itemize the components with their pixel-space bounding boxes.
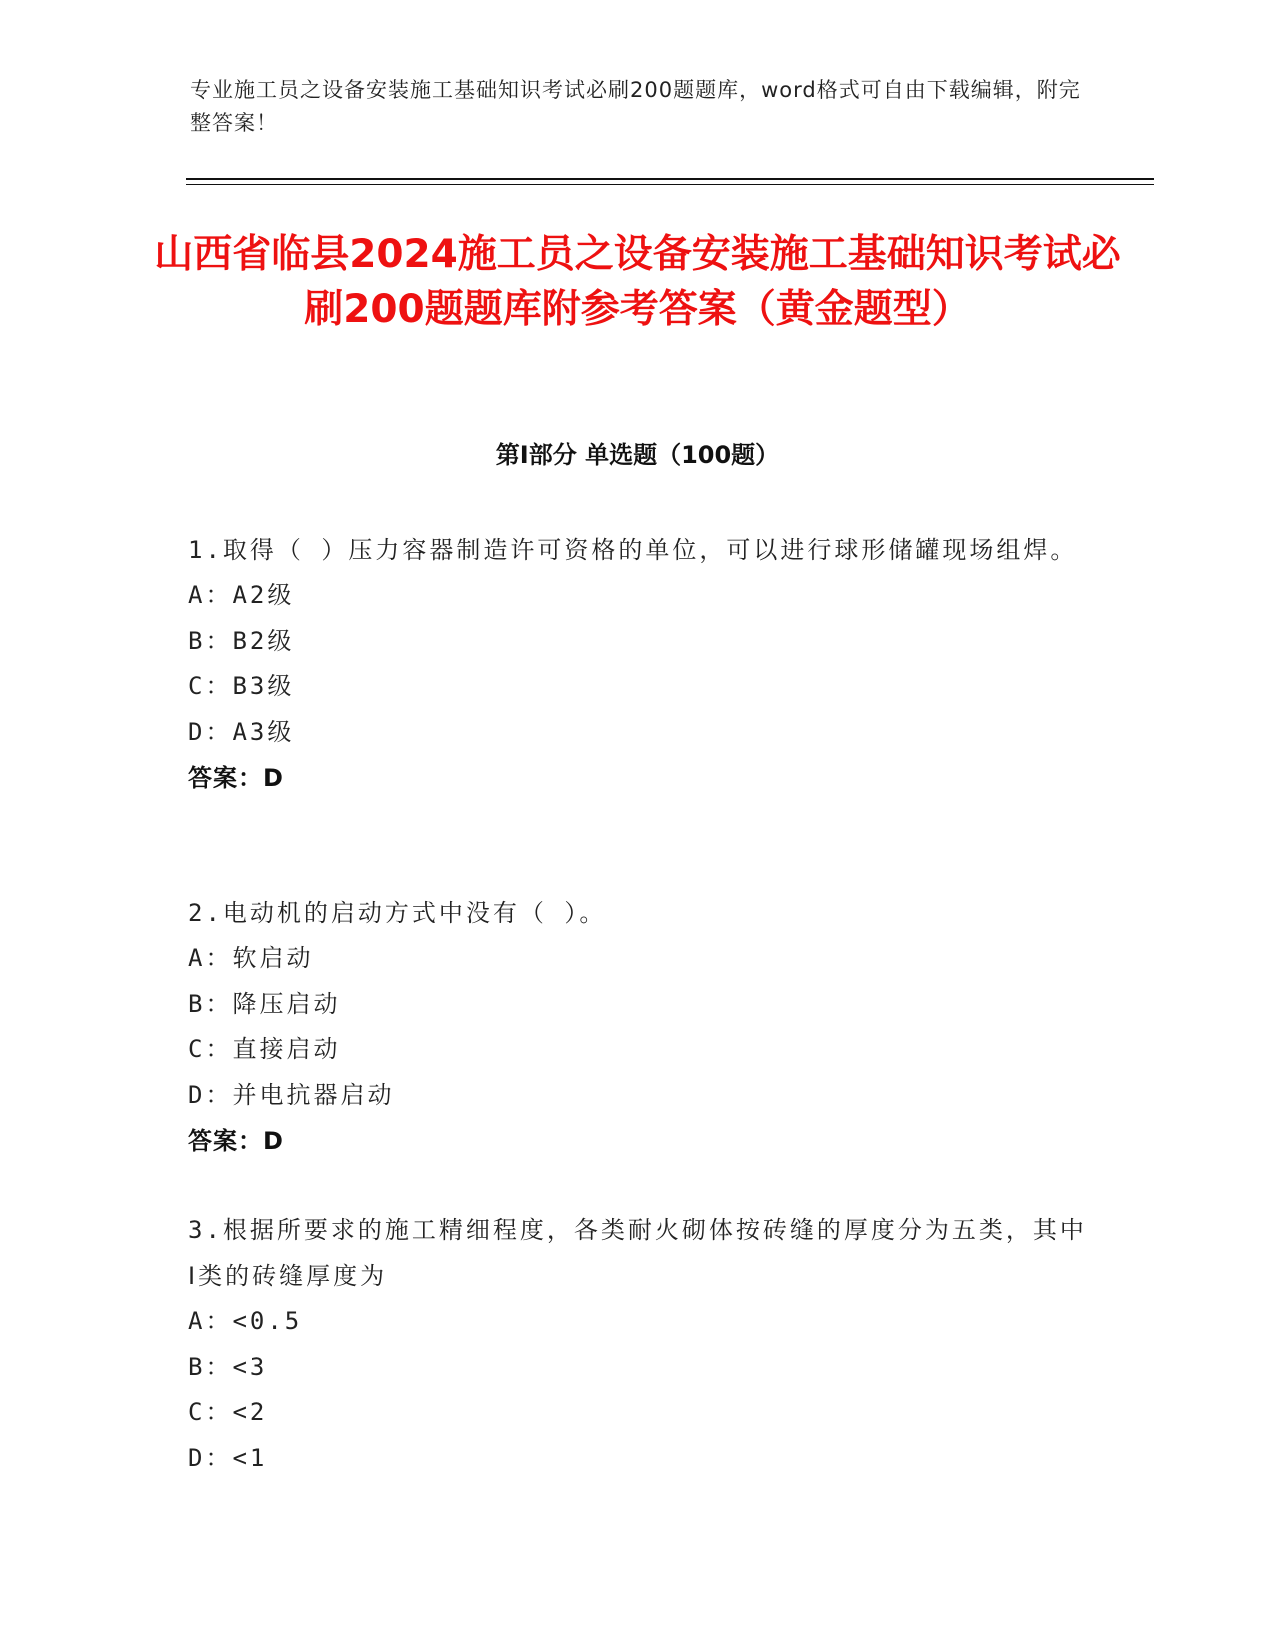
question-3 bbox=[188, 1207, 1088, 1481]
question-stem: 1.取得（ ）压力容器制造许可资格的单位，可以进行球形储罐现场组焊。 bbox=[188, 536, 1078, 564]
question-stem: 2.电动机的启动方式中没有（ ）。 bbox=[188, 899, 607, 927]
option-a: A：软启动 bbox=[188, 944, 314, 972]
question-stem: 3.根据所要求的施工精细程度，各类耐火砌体按砖缝的厚度分为五类，其中Ⅰ类的砖缝厚度为 bbox=[188, 1216, 1087, 1290]
option-d: D：并电抗器启动 bbox=[188, 1080, 395, 1109]
answer: 答案：D bbox=[188, 764, 284, 792]
option-d: D：<1 bbox=[188, 1443, 268, 1472]
question-2 bbox=[188, 890, 1088, 1164]
option-a: A：A2级 bbox=[188, 581, 295, 609]
document-title: 山西省临县2024施工员之设备安装施工基础知识考试必刷200题题库附参考答案（黄金题型） bbox=[154, 232, 1121, 332]
option-a: A：<0.5 bbox=[188, 1307, 303, 1335]
option-b: B：降压启动 bbox=[188, 989, 341, 1018]
option-b: B：<3 bbox=[188, 1352, 268, 1381]
header-divider-thick bbox=[186, 178, 1154, 180]
section-heading: 第I部分 单选题（100题） bbox=[495, 441, 780, 469]
option-b: B：B2级 bbox=[188, 626, 295, 655]
option-c: C：直接启动 bbox=[188, 1035, 341, 1063]
option-d: D：A3级 bbox=[188, 717, 295, 746]
option-c: C：B3级 bbox=[188, 672, 295, 700]
question-1 bbox=[188, 527, 1088, 801]
option-c: C：<2 bbox=[188, 1398, 268, 1426]
header-note: 专业施工员之设备安装施工基础知识考试必刷200题题库，word格式可自由下载编辑，附完整答案！ bbox=[190, 78, 1081, 135]
header-divider-thin bbox=[186, 184, 1154, 185]
answer: 答案：D bbox=[188, 1127, 284, 1155]
